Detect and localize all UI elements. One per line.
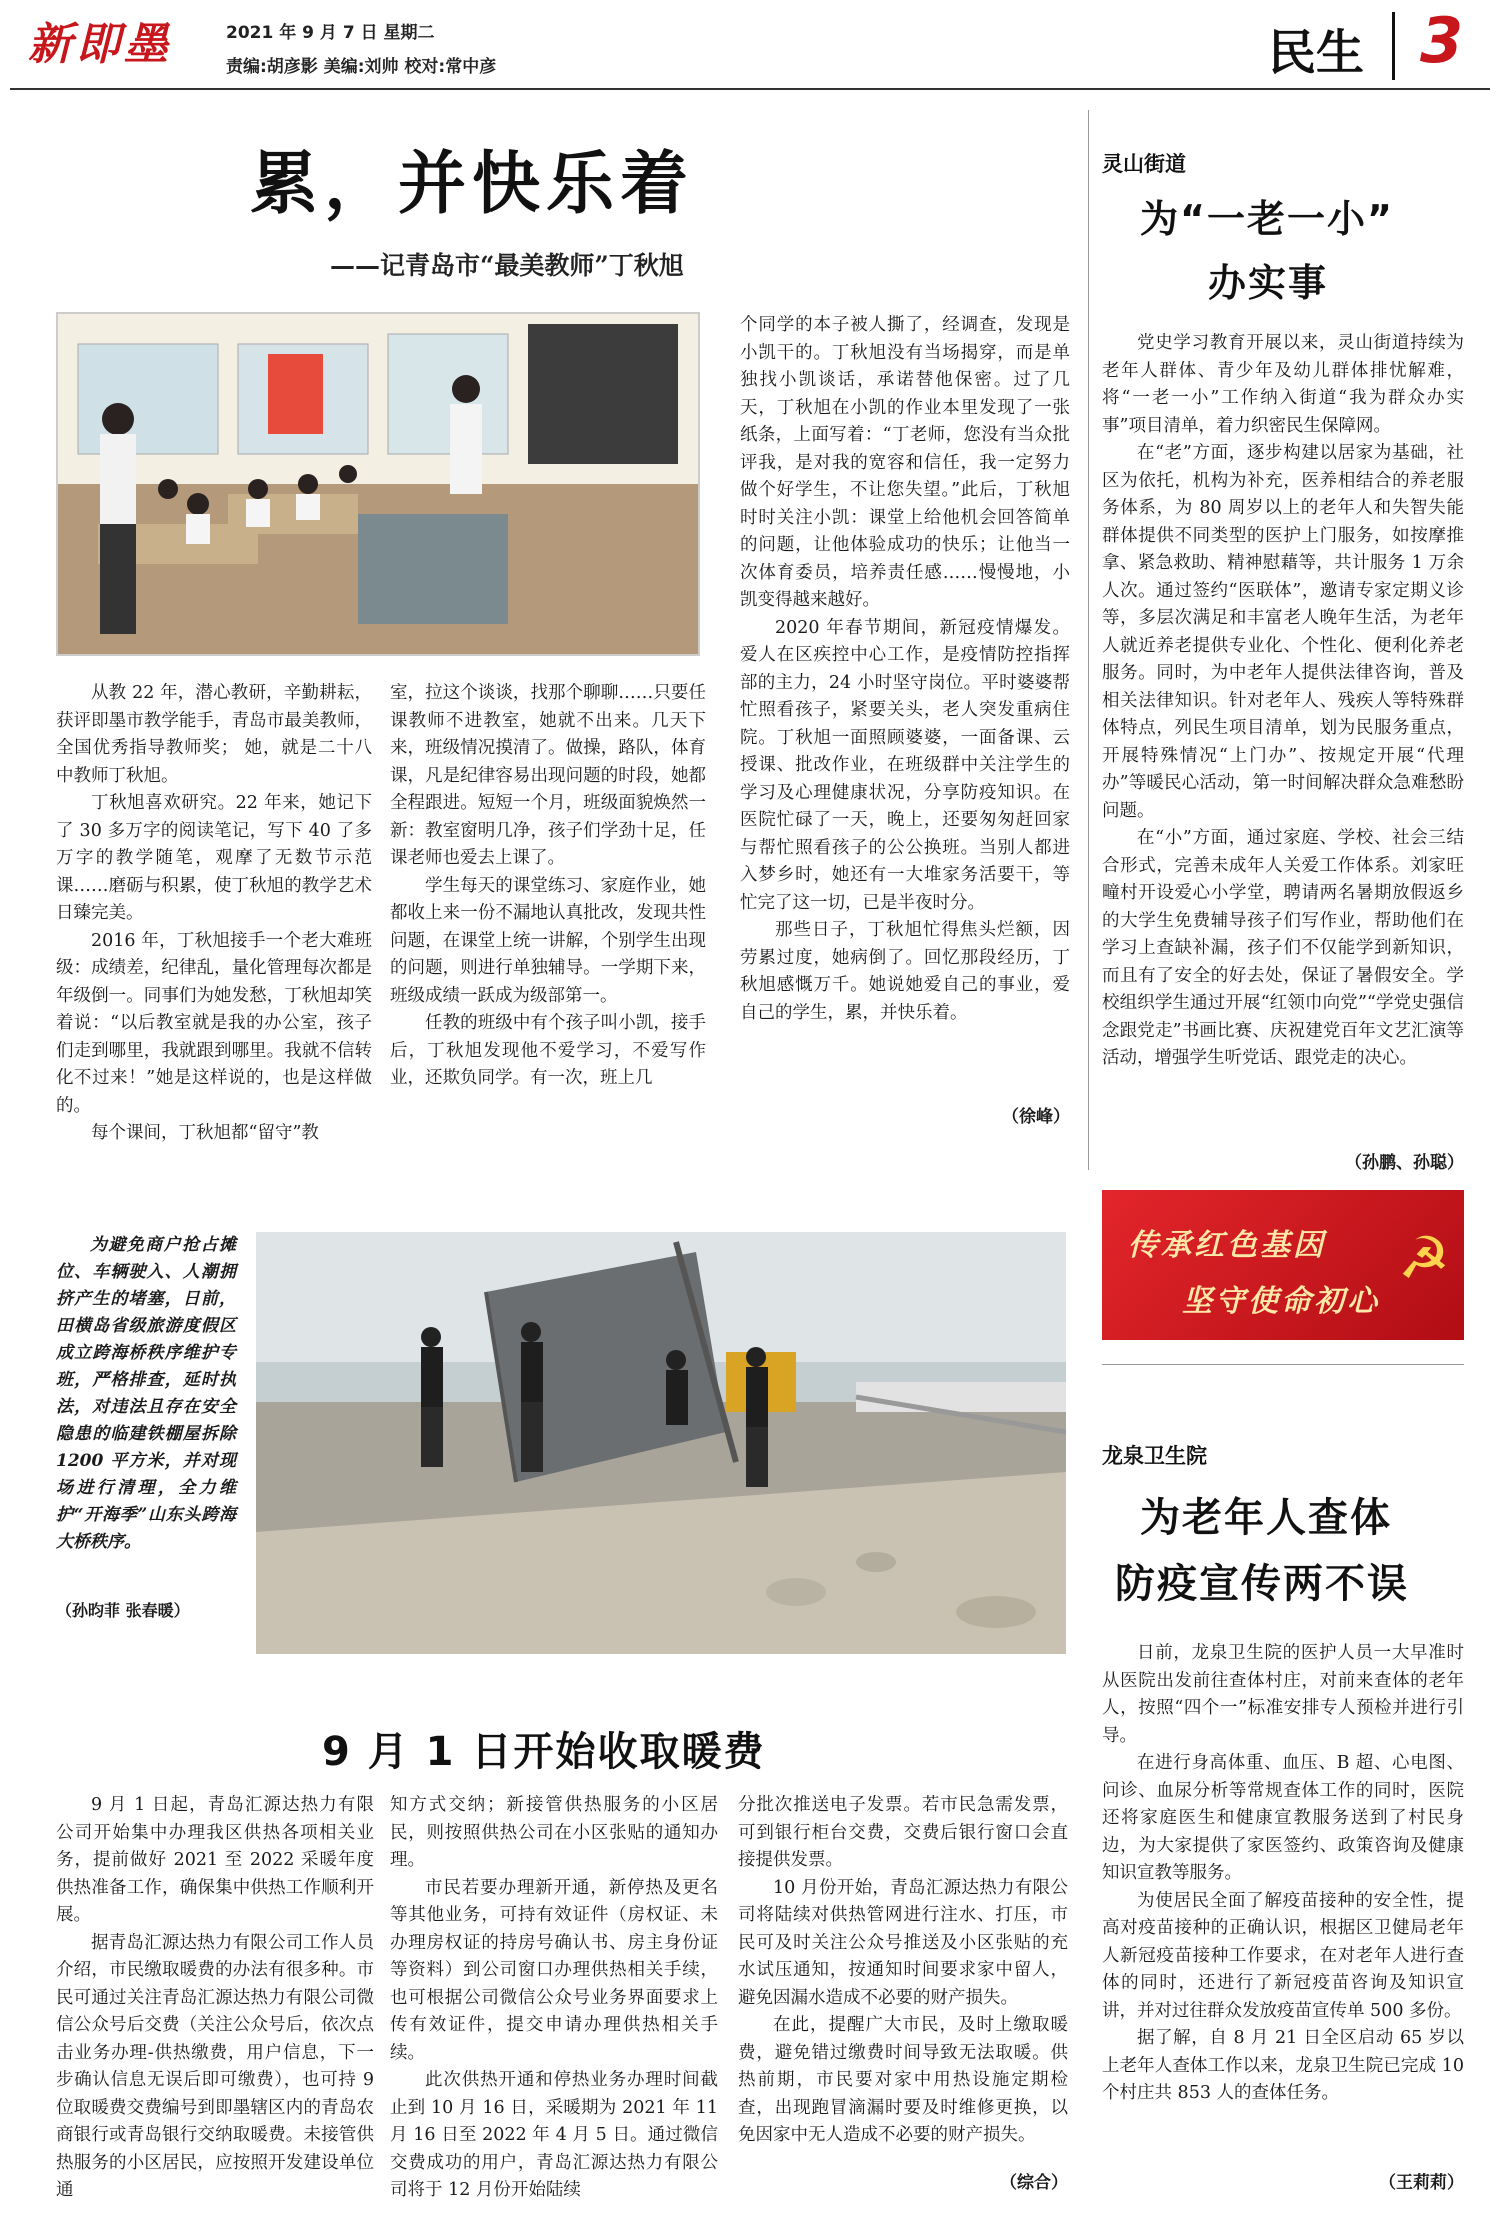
heating-column-3: [738, 1792, 1068, 2150]
paragraph: 学生每天的课堂练习、家庭作业，她都收上来一份不漏地认真批改，发现共性问题，在课堂上统一讲解，个别学生出现的问题，则进行单独辅导。一学期下来，班级成绩一跃成为级部第一。: [390, 875, 706, 1006]
paragraph: 2016 年，丁秋旭接手一个老大难班级：成绩差，纪律乱，量化管理每次都是年级倒一。同事们为她发愁，丁秋旭却笑着说：“以后教室就是我的办公室，孩子们走到哪里，我就跟到哪里。我就不信转化不过来！”她是这样说的，也是这样做的。: [56, 930, 372, 1116]
bridge-photo-caption: 为避免商户抢占摊位、车辆驶入、人潮拥挤产生的堵塞，日前，田横岛省级旅游度假区成立跨海桥秩序维护专班，严格排查，延时执法，对违法且存在安全隐患的临建铁棚屋拆除 1200 平方米，并对现场进行清理，全力维护“开海季”山东头跨海大桥秩序。: [56, 1235, 236, 1552]
longquan-kicker: 龙泉卫生院: [1102, 1444, 1207, 1468]
banner-line2: 坚守使命初心: [1182, 1284, 1380, 1319]
main-article-column-3: [740, 312, 1070, 1027]
heating-byline: （综合）: [1000, 2173, 1068, 2193]
paragraph: 从教 22 年，潜心教研，辛勤耕耘，获评即墨市教学能手，青岛市最美教师，全国优秀指导教师奖； 她，就是二十八中教师丁秋旭。: [56, 683, 372, 786]
main-article-column-1: [56, 680, 372, 1148]
main-article-column-2: [390, 680, 706, 1093]
party-banner: [1102, 1190, 1464, 1340]
bridge-photo-byline: （孙昀菲 张春暖）: [56, 1601, 190, 1620]
bridge-demolition-photo: [256, 1232, 1066, 1654]
longquan-top-rule: [1102, 1364, 1464, 1365]
paragraph: 知方式交纳；新接管供热服务的小区居民，则按照供热公司在小区张贴的通知办理。: [390, 1795, 718, 1870]
paragraph: 此次供热开通和停热业务办理时间截止到 10 月 16 日，采暖期为 2021 年 11 月 16 日至 2022 年 4 月 5 日。通过微信交费成功的用户，青岛汇源达热力有限公司将于 12 月份开始陆续: [390, 2070, 718, 2200]
paragraph: 在“小”方面，通过家庭、学校、社会三结合形式，完善未成年人关爱工作体系。刘家旺疃村开设爱心小学堂，聘请两名暑期放假返乡的大学生免费辅导孩子们写作业，帮助他们在学习上查缺补漏，孩子们不仅能学到新知识，而且有了安全的好去处，保证了暑假安全。学校组织学生通过开展“红领巾向党”“学党史强信念跟党走”书画比赛、庆祝建党百年文艺汇演等活动，增强学生听党话、跟党走的决心。: [1102, 828, 1464, 1068]
issue-date: 2021 年 9 月 7 日 星期二: [226, 23, 435, 43]
section-name: 民生: [1268, 25, 1365, 81]
classroom-illustration: [58, 314, 698, 654]
paragraph: 据了解，自 8 月 21 日全区启动 65 岁以上老年人查体工作以来，龙泉卫生院已完成 10 个村庄共 853 人的查体任务。: [1102, 2028, 1464, 2103]
paragraph: 9 月 1 日起，青岛汇源达热力有限公司开始集中办理我区供热各项相关业务，提前做好 2021 至 2022 采暖年度供热准备工作，确保集中供热工作顺利开展。: [56, 1795, 374, 1925]
heating-article-title: 9 月 1 日开始收取暖费: [322, 1729, 766, 1775]
lingshan-byline: （孙鹏、孙聪）: [1345, 1153, 1464, 1173]
paragraph: 每个课间，丁秋旭都“留守”教: [91, 1123, 319, 1143]
heating-column-1: [56, 1792, 374, 2205]
classroom-photo: [56, 312, 700, 656]
longquan-title-line1: 为老年人查体: [1140, 1495, 1392, 1541]
paragraph: 为使居民全面了解疫苗接种的安全性，提高对疫苗接种的正确认识，根据区卫健局老年人新冠疫苗接种工作要求，在对老年人进行查体的同时，还进行了新冠疫苗咨询及知识宣讲，并对过往群众发放疫苗宣传单 500 多份。: [1102, 1890, 1464, 2021]
page-number: 3: [1420, 4, 1464, 77]
paragraph: 市民若要办理新开通，新停热及更名等其他业务，可持有效证件（房权证、未办理房权证的持房号确认书、房主身份证等资料）到公司窗口办理供热相关手续，也可根据公司微信公众号业务界面要求上传有效证件，提交申请办理供热相关手续。: [390, 1877, 718, 2063]
paragraph: 据青岛汇源达热力有限公司工作人员介绍，市民缴取暖费的办法有很多种。市民可通过关注青岛汇源达热力有限公司微信公众号后交费（关注公众号后，依次点击业务办理-供热缴费，用户信息，下一步确认信息无误后即可缴费），也可持 9 位取暖费交费编号到即墨辖区内的青岛农商银行或青岛银行交纳取暖费。未接管供热服务的小区居民，应按照开发建设单位通: [56, 1932, 374, 2200]
masthead-rule: [10, 88, 1490, 90]
paragraph: 在进行身高体重、血压、B 超、心电图、问诊、血尿分析等常规查体工作的同时，医院还将家庭医生和健康宣教服务送到了村民身边，为大家提供了家医签约、政策咨询及健康知识宣教等服务。: [1102, 1753, 1464, 1883]
bridge-illustration: [256, 1232, 1066, 1654]
newspaper-logo: 新即墨: [28, 19, 172, 70]
longquan-title-line2: 防疫宣传两不误: [1115, 1561, 1409, 1607]
paragraph: 在“老”方面，逐步构建以居家为基础，社区为依托，机构为补充，医养相结合的养老服务体系，为 80 周岁以上的老年人和失智失能群体提供不同类型的医护上门服务，如按摩推拿、紧急救助、精神慰藉等，共计服务 1 万余人次。通过签约“医联体”，邀请专家定期义诊等，多层次满足和丰富老人晚年生活，为老年人就近养老提供专业化、个性化、便利化养老服务。同时，为中老年人提供法律咨询，普及相关法律知识。针对老年人、残疾人等特殊群体特点，列民生项目清单，划为民服务重点，开展特殊情况“上门办”、按规定开展“代理办”等暖民心活动，第一时间解决群众急难愁盼问题。: [1102, 443, 1464, 821]
paragraph: 分批次推送电子发票。若市民急需发票，可到银行柜台交费，交费后银行窗口会直接提供发票。: [738, 1795, 1068, 1870]
main-article-subtitle: ——记青岛市“最美教师”丁秋旭: [330, 251, 684, 280]
paragraph: 党史学习教育开展以来，灵山街道持续为老年人群体、青少年及幼儿群体排忧解难，将“一老一小”工作纳入街道“我为群众办实事”项目清单，着力织密民生保障网。: [1102, 333, 1464, 436]
lingshan-body: [1102, 330, 1464, 1073]
banner-line1: 传承红色基因: [1128, 1228, 1326, 1263]
paragraph: 室，拉这个谈谈，找那个聊聊……只要任课教师不进教室，她就不出来。几天下来，班级情况摸清了。做操，路队，体育课，凡是纪律容易出现问题的时段，她都全程跟进。短短一个月，班级面貌焕然一新：教室窗明几净，孩子们学劲十足，任课老师也爱去上课了。: [390, 683, 706, 868]
heating-column-2: [390, 1792, 718, 2205]
lingshan-title-line2: 办实事: [1208, 261, 1329, 305]
longquan-byline: （王莉莉）: [1379, 2173, 1464, 2193]
hammer-sickle-icon: ☭: [1398, 1224, 1450, 1292]
paragraph: 10 月份开始，青岛汇源达热力有限公司将陆续对供热管网进行注水、打压，市民可及时关注公众号推送及小区张贴的充水试压通知，按通知时间要求家中留人，避免因漏水造成不必要的财产损失。: [738, 1877, 1068, 2008]
paragraph: 任教的班级中有个孩子叫小凯，接手后，丁秋旭发现他不爱学习，不爱写作业，还欺负同学。有一次，班上几: [390, 1013, 706, 1088]
paragraph: 2020 年春节期间，新冠疫情爆发。爱人在区疾控中心工作，是疫情防控指挥部的主力，24 小时坚守岗位。平时婆婆帮忙照看孩子，紧要关头，老人突发重病住院。丁秋旭一面照顾婆婆，一面备课、云授课、批改作业，在班级群中关注学生的学习及心理健康状况，分享防疫知识。在医院忙碌了一天，晚上，还要匆匆赶回家与帮忙照看孩子的公公换班。当别人都进入梦乡时，她还有一大堆家务活要干，等忙完了这一切，已是半夜时分。: [740, 617, 1070, 913]
editor-credits: 责编:胡彦影 美编:刘帅 校对:常中彦: [226, 57, 497, 77]
paragraph: 个同学的本子被人撕了，经调查，发现是小凯干的。丁秋旭没有当场揭穿，而是单独找小凯谈话，承诺替他保密。过了几天，丁秋旭在小凯的作业本里发现了一张纸条，上面写着：“丁老师，您没有当众批评我，是对我的宽容和信任，我一定努力做个好学生，不让您失望。”此后，丁秋旭时时关注小凯：课堂上给他机会回答简单的问题，让他体验成功的快乐；让他当一次体育委员，培养责任感……慢慢地，小凯变得越来越好。: [740, 315, 1070, 610]
lingshan-title-line1: 为“一老一小”: [1140, 197, 1394, 241]
paragraph: 那些日子，丁秋旭忙得焦头烂额，因劳累过度，她病倒了。回忆那段经历，丁秋旭感慨万千。她说她爱自己的事业，爱自己的学生，累，并快乐着。: [740, 920, 1070, 1023]
column-divider: [1088, 110, 1089, 1170]
lingshan-kicker: 灵山街道: [1102, 152, 1186, 176]
main-article-byline: （徐峰）: [1002, 1107, 1070, 1127]
longquan-body: [1102, 1640, 1464, 2108]
masthead: [0, 0, 1500, 92]
main-article-title: 累，并快乐着: [250, 145, 695, 224]
section-divider: [1392, 12, 1395, 80]
paragraph: 在此，提醒广大市民，及时上缴取暖费，避免错过缴费时间导致无法取暖。供热前期，市民要对家中用热设施定期检查，出现跑冒滴漏时要及时维修更换，以免因家中无人造成不必要的财产损失。: [738, 2015, 1068, 2145]
paragraph: 丁秋旭喜欢研究。22 年来，她记下了 30 多万字的阅读笔记，写下 40 了多万字的教学随笔，观摩了无数节示范课……磨砺与积累，使丁秋旭的教学艺术日臻完美。: [56, 793, 372, 923]
paragraph: 日前，龙泉卫生院的医护人员一大早准时从医院出发前往查体村庄，对前来查体的老年人，按照“四个一”标准安排专人预检并进行引导。: [1102, 1643, 1464, 1746]
